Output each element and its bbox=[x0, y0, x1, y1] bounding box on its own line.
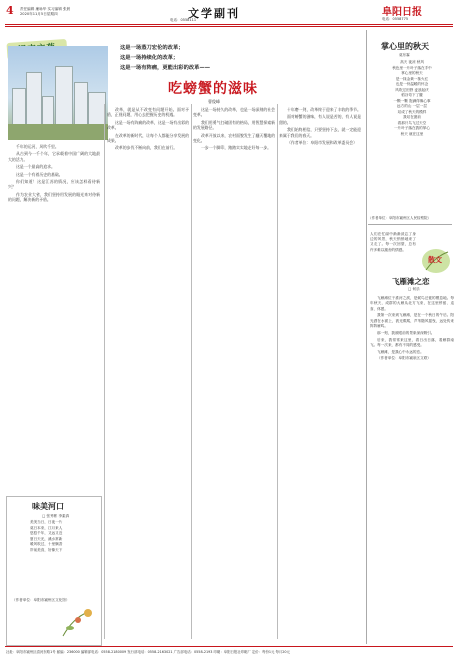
paragraph: 这是一个有着历史的基础。 bbox=[16, 171, 63, 177]
poem-line: 夏日天光，溪水常新 bbox=[30, 536, 63, 541]
trees-band bbox=[8, 124, 108, 140]
paragraph: 一步一个脚印，踏踏实实地走好每一步。 bbox=[201, 145, 272, 151]
paragraph: 我第一次来到飞雁滩，是在一个秋日的午后。阳光洒在水面上，波光粼粼，芦苇随风摇曳，远处传来阵阵雁鸣。 bbox=[370, 313, 454, 328]
paragraph: 作为农业大省，我们坚持用发展的眼光来对待新的问题，解决新的矛盾。 bbox=[8, 191, 100, 203]
poem-author: 莫东霖 bbox=[399, 53, 410, 57]
article-title: 吃螃蟹的滋味 bbox=[168, 81, 258, 97]
paragraph: 我们始终相信，只要坚持下去，就一定能迎来属于我们的春天。 bbox=[279, 127, 361, 138]
essay-title: 飞雁滩之恋 bbox=[392, 277, 430, 286]
city-photo bbox=[8, 46, 108, 140]
poem-line: 我站在窗前 bbox=[403, 115, 421, 119]
editor-line: 责任编辑 廉咏华 实习编辑 张晨 bbox=[20, 7, 71, 11]
logo-subtitle: 电话：0558775 bbox=[382, 17, 409, 21]
poem-line: 掌心里的秋天 bbox=[401, 71, 423, 75]
newspaper-logo: 阜阳日报 bbox=[382, 7, 422, 18]
article-column-4 bbox=[279, 107, 361, 640]
paragraph: 改革，就是从不改变有问题开始。面对矛盾，正视问题，用心去把握历史的机遇。 bbox=[107, 107, 189, 118]
section-divider bbox=[368, 224, 452, 225]
paragraph: 这是一场有阵痛的改革，这是一场有出彩的改革。 bbox=[107, 119, 189, 131]
poem-line: 是一抹金黄一抹火红 bbox=[395, 76, 429, 81]
header-meta bbox=[20, 7, 145, 16]
poem-author-note: （作者单位：阜阳市颍州区人民检察院） bbox=[368, 216, 431, 220]
paragraph: 改革开放以来，农村面貌发生了翻天覆地的变化。 bbox=[193, 132, 275, 144]
column-divider bbox=[277, 104, 278, 639]
paragraph: 在改革的新时代，让每个人都能分享发展的成果。 bbox=[107, 132, 189, 144]
date-line: 2020年11月5日星期四 bbox=[20, 11, 58, 16]
section-subtitle: 电话：0558111 bbox=[170, 18, 197, 22]
section-title: 文学副刊 bbox=[188, 7, 240, 20]
footer-rule bbox=[5, 646, 453, 647]
paragraph: 我们用勇气打破固有的格局，用智慧探索新的发展路径。 bbox=[193, 119, 275, 131]
paragraph: 千年的运河，风吹千里。 bbox=[16, 144, 59, 149]
header-rule-thin bbox=[5, 26, 453, 27]
paragraph: 那一刻，我被眼前的景象深深吸引。 bbox=[377, 330, 435, 335]
poem-title: 掌心里的秋天 bbox=[381, 41, 429, 51]
flower-illustration bbox=[58, 608, 98, 638]
intro-line: 这是一场持续化的改革； bbox=[120, 55, 179, 61]
poem-author: □ 张秀彬 李素真 bbox=[42, 514, 70, 518]
essay-author: □ 何乐 bbox=[408, 287, 420, 291]
intro-lines bbox=[120, 43, 210, 73]
essay-body bbox=[370, 296, 454, 642]
poem-line: 稻谷弯下了腰 bbox=[401, 93, 423, 97]
poem-line: 美美当日，日夜一片 bbox=[30, 520, 63, 524]
paragraph: 这是一场持久的改革，也是一场深刻的社会变革。 bbox=[193, 107, 275, 118]
poem-line: 看那只鸟飞过天空 bbox=[397, 120, 427, 125]
intro-line: 这是一场蒸刀宏伦的改革； bbox=[120, 45, 184, 51]
column-divider bbox=[191, 104, 192, 639]
author-note: （作者单位：阜阳市颍泉区文联） bbox=[377, 356, 431, 361]
poem-title: 味美河口 bbox=[32, 501, 64, 511]
paragraph: 改革的步伐不断向前，我们在前行。 bbox=[115, 145, 178, 151]
poem-line: 风吹过田野 麦浪起伏 bbox=[395, 87, 429, 92]
page-number: 4 bbox=[6, 4, 14, 17]
paragraph: 你们知道！这是江苏的情况，应该怎样看待新兴？ bbox=[8, 179, 100, 190]
paragraph: 面对螃蟹的滋味，有人说是苦的，有人说是甜的。 bbox=[279, 114, 361, 125]
article-column-3 bbox=[193, 107, 275, 640]
poem-line: 一片叶子落在我的掌心 bbox=[394, 126, 430, 130]
essay-intro: 人们在忙碌中渐渐淡忘了身边的风景，秋天悄悄地来了又走了。每一次回望，总有许多难以割舍的情感。 bbox=[370, 232, 416, 252]
article-column-2 bbox=[107, 107, 189, 640]
poem-line: 岸前美食，好像天下 bbox=[30, 547, 63, 552]
essay-badge bbox=[420, 246, 452, 276]
paragraph: 从古到今一千个年，它承载着中国广阔的大地最大的活力。 bbox=[8, 151, 100, 162]
paragraph: 后来，我常常来这里，看日出日落，看雁群南飞。每一次来，都有不同的感受。 bbox=[370, 337, 454, 347]
poem-line: 秋色里一片叶子落在手中 bbox=[392, 65, 432, 70]
footer-info: 社址：阜阳市颍州区清河东路1号 邮编：236000 编辑部电话：0558-2180009 发行部电话：0558-2163021 广告部电话：0558-2193 印刷：阜阳日报社印刷厂 定价：每份1元 每月20元 bbox=[6, 650, 290, 654]
poem-body bbox=[372, 60, 452, 137]
poem-line: 暖风吹过，十里飘香 bbox=[30, 542, 63, 547]
poem-line: 远方的山 一层一层 bbox=[397, 104, 427, 108]
essay-badge-label: 散文 bbox=[428, 255, 442, 264]
paragraph: 这是一个最高的追求。 bbox=[16, 164, 55, 170]
poem-line: 高天 夜凉 秋风 bbox=[400, 60, 424, 64]
poem-line: 秋天 就在这里 bbox=[400, 131, 424, 136]
article-author: 曹俊峰 bbox=[208, 99, 220, 104]
poem-lines bbox=[30, 520, 62, 554]
poem-line: 莫日本来，江月来人 bbox=[30, 525, 63, 530]
author-note: （作者单位：阜阳市发展和改革委员会） bbox=[287, 140, 358, 146]
poem-line: 一颗一颗 饱满得像心事 bbox=[393, 98, 431, 103]
paragraph: 飞雁滩，是我心中永远的恋。 bbox=[377, 349, 424, 354]
poem-line: 也是一份温暖的怀念 bbox=[395, 82, 429, 86]
header-rule bbox=[5, 24, 453, 25]
paragraph: 飞雁滩位于淮河之滨，是候鸟迁徙的栖息地。每年秋天，成群的大雁从北方飞来，在这里停留、觅食、休憩。 bbox=[370, 296, 454, 311]
poem-line: 站成了秋天的模样 bbox=[397, 109, 427, 114]
poem-author-note: （作者单位：阜阳市颍州区文化馆） bbox=[12, 598, 70, 602]
paragraph: 十年磨一剑，改革终于迎来了丰收的季节。 bbox=[287, 107, 361, 112]
intro-line: 这是一场有阵痛，更能出彩的改革—— bbox=[120, 65, 211, 71]
column-divider bbox=[104, 104, 105, 639]
poem-line: 悠悠千年，又远又近 bbox=[30, 531, 63, 536]
